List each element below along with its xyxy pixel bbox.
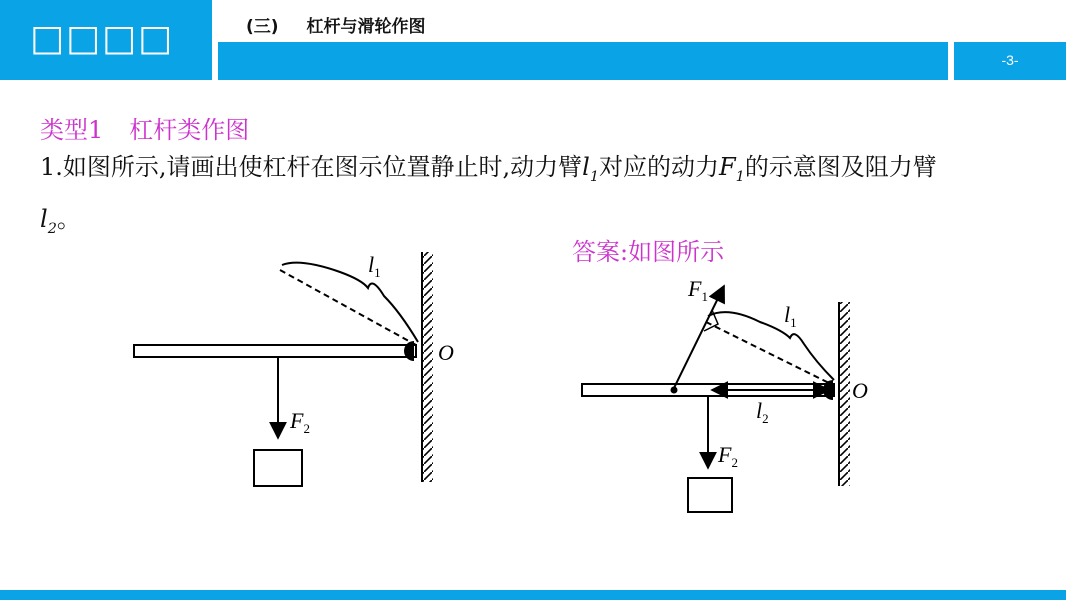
- label-l2-right: $l_2$: [756, 398, 769, 426]
- var-l2: $l_2$: [40, 204, 57, 237]
- var-l1: $l_1$: [582, 153, 599, 185]
- question-part2: 对应的动力: [599, 153, 719, 181]
- weight-left: [254, 450, 302, 486]
- var-F1: $F_1$: [719, 153, 745, 185]
- page-number: -3-: [1001, 52, 1019, 68]
- F1-arrow-right: [674, 286, 724, 388]
- question-part1: 1.如图所示,请画出使杠杆在图示位置静止时,动力臂: [40, 153, 583, 181]
- section-title: 杠杆与滑轮作图: [306, 17, 426, 37]
- question-end: 。: [56, 204, 81, 233]
- label-O-left: O: [438, 340, 454, 365]
- weight-right: [688, 478, 732, 512]
- label-F2-left: $F_2$: [290, 408, 310, 436]
- brace-right: [708, 312, 834, 380]
- wall-hatch-right: [840, 302, 850, 486]
- label-F1-right: $F_1$: [688, 276, 708, 304]
- brace-left: [282, 263, 418, 342]
- wall-hatch-left: [423, 252, 433, 482]
- bottom-bar: [0, 590, 1066, 600]
- lever-left: [134, 345, 416, 357]
- answer-label: 答案:如图所示: [572, 238, 725, 266]
- label-l1-right: $l_1$: [784, 302, 797, 330]
- type-label: 类型1: [40, 116, 104, 144]
- label-O-right: O: [852, 378, 868, 403]
- label-l1-left: $l_1$: [368, 252, 381, 280]
- question-part3: 的示意图及阻力臂: [744, 153, 937, 181]
- section-number: (三): [246, 17, 279, 37]
- type-title: 杠杆类作图: [129, 116, 250, 144]
- left-figure: [134, 252, 454, 486]
- dashed-arm-left: [280, 270, 416, 345]
- label-F2-right: $F_2$: [718, 442, 738, 470]
- slide-title: □□□□: [30, 18, 175, 59]
- right-figure: [582, 276, 868, 512]
- dashed-arm-right: [706, 322, 833, 385]
